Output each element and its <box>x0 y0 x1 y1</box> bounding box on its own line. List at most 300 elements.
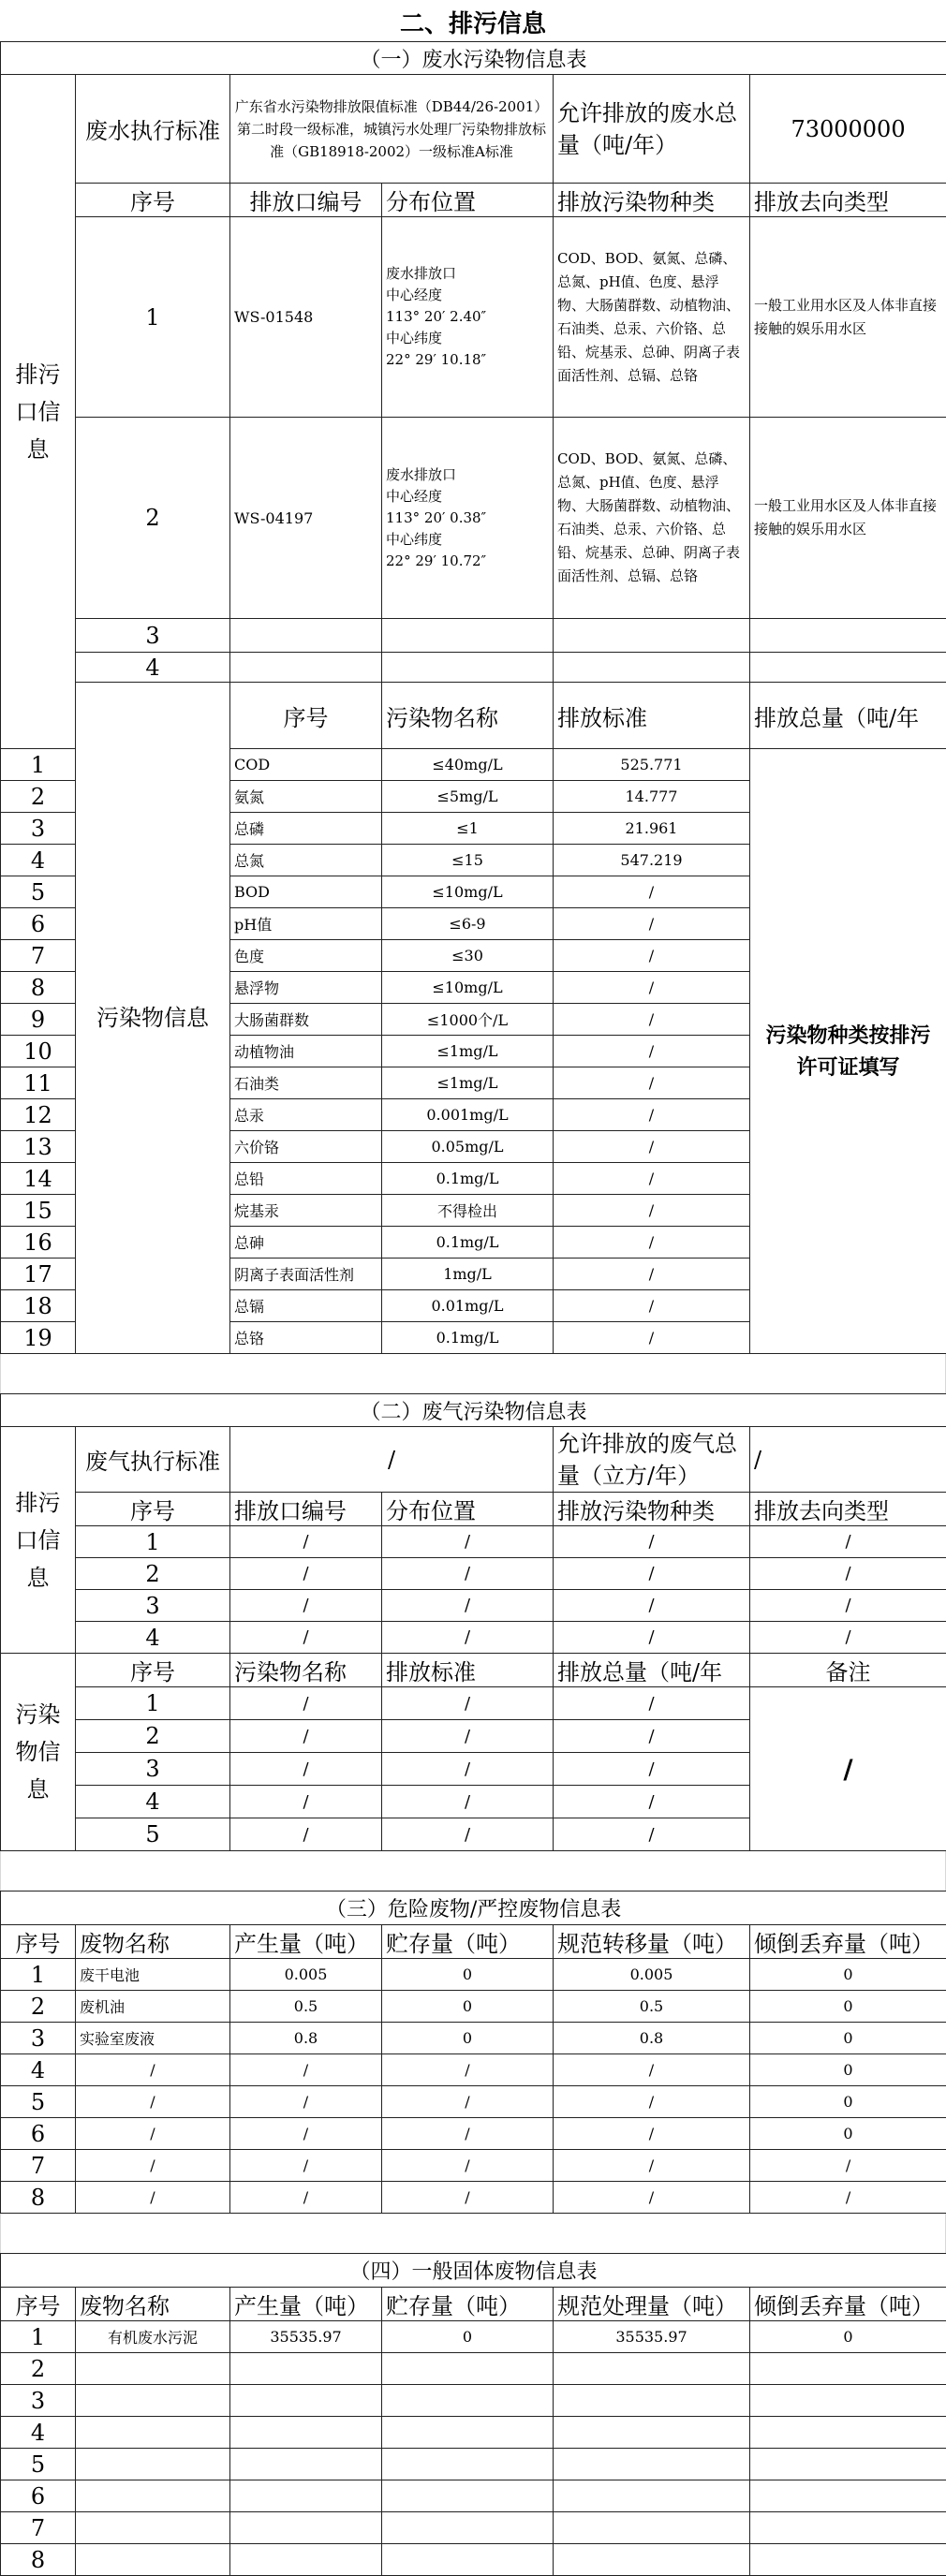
slash-cell: / <box>554 1786 750 1818</box>
pollutant-total: 547.219 <box>554 845 750 876</box>
col-header: 排放总量（吨/年 <box>750 683 946 749</box>
waste-stored: 0 <box>382 2023 554 2054</box>
slash-cell: / <box>554 1753 750 1786</box>
slash-cell: / <box>230 1818 382 1851</box>
pollutant-name: 动植物油 <box>230 1036 382 1067</box>
waste-no: 4 <box>1 2417 76 2449</box>
pollutant-name: 总磷 <box>230 813 382 845</box>
pollutant-no: 12 <box>1 1099 76 1131</box>
solid-title: （四）一般固体废物信息表 <box>1 2254 946 2288</box>
waste-stored: 0 <box>382 1959 554 1991</box>
pollutant-total: / <box>554 1131 750 1163</box>
waste-gas-allowed-value: / <box>750 1427 946 1493</box>
waste-stored <box>382 2512 554 2544</box>
waste-dumped: 0 <box>750 2023 946 2054</box>
pollutant-standard: ≤30 <box>382 940 554 972</box>
waste-stored <box>382 2353 554 2385</box>
outlet-location <box>382 653 554 683</box>
waste-stored: / <box>382 2054 554 2086</box>
slash-cell: / <box>230 1786 382 1818</box>
waste-no: 2 <box>1 1991 76 2023</box>
waste-no: 7 <box>1 2512 76 2544</box>
hazardous-title: （三）危险废物/严控废物信息表 <box>1 1892 946 1925</box>
outlet-destination <box>750 653 946 683</box>
waste-produced: / <box>230 2086 382 2118</box>
table-row <box>1 1558 946 1590</box>
table-row <box>1 2353 946 2385</box>
waste-gas-table <box>0 1393 946 1851</box>
pollutant-total: 21.961 <box>554 813 750 845</box>
spacer <box>0 2214 946 2253</box>
table-row <box>1 2086 946 2118</box>
pollutant-no: 16 <box>1 1227 76 1259</box>
waste-produced <box>230 2417 382 2449</box>
slash-cell: / <box>382 1753 554 1786</box>
pollutant-name: 烷基汞 <box>230 1195 382 1227</box>
pollutant-standard: 0.001mg/L <box>382 1099 554 1131</box>
pollutant-standard: ≤1mg/L <box>382 1067 554 1099</box>
pollutant-total: / <box>554 1322 750 1354</box>
slash-cell: / <box>554 1720 750 1753</box>
waste-name <box>76 2544 230 2576</box>
pollutant-total: / <box>554 1259 750 1290</box>
waste-stored <box>382 2480 554 2512</box>
pollutant-total: / <box>554 940 750 972</box>
table-row <box>1 1959 946 1991</box>
waste-name: / <box>76 2054 230 2086</box>
waste-name: / <box>76 2118 230 2150</box>
col-header: 分布位置 <box>382 184 554 217</box>
col-header: 序号 <box>230 683 382 749</box>
table-row <box>1 2544 946 2576</box>
outlet-destination: 一般工业用水区及人体非直接接触的娱乐用水区 <box>750 217 946 418</box>
table-row <box>1 1991 946 2023</box>
col-header: 序号 <box>76 184 230 217</box>
wastewater-pollutant-header-row <box>1 683 946 749</box>
waste-no: 3 <box>1 2023 76 2054</box>
waste-no: 6 <box>1 2118 76 2150</box>
pollutant-total: / <box>554 876 750 908</box>
waste-produced: 0.005 <box>230 1959 382 1991</box>
waste-no: 1 <box>1 2321 76 2353</box>
waste-stored: / <box>382 2118 554 2150</box>
col-header: 倾倒丢弃量（吨） <box>750 1925 946 1959</box>
pollutant-no: 14 <box>1 1163 76 1195</box>
outlet-no: 2 <box>76 418 230 619</box>
col-header: 贮存量（吨） <box>382 2288 554 2321</box>
pollutant-total: / <box>554 1290 750 1322</box>
waste-name: / <box>76 2086 230 2118</box>
outlet-destination: 一般工业用水区及人体非直接接触的娱乐用水区 <box>750 418 946 619</box>
waste-stored <box>382 2449 554 2480</box>
table-row <box>1 2449 946 2480</box>
pollutant-no: 5 <box>1 876 76 908</box>
waste-dumped: 0 <box>750 2086 946 2118</box>
wastewater-table <box>0 41 946 1354</box>
slash-cell: / <box>554 1622 750 1654</box>
col-header: 分布位置 <box>382 1493 554 1526</box>
waste-name: / <box>76 2182 230 2214</box>
outlet-no: 1 <box>76 1526 230 1558</box>
slash-cell: / <box>382 1720 554 1753</box>
slash-cell: / <box>750 1622 946 1654</box>
waste-produced: / <box>230 2150 382 2182</box>
waste-name <box>76 2480 230 2512</box>
pollutant-name: 阴离子表面活性剂 <box>230 1259 382 1290</box>
waste-stored <box>382 2417 554 2449</box>
waste-produced <box>230 2480 382 2512</box>
wastewater-title: （一）废水污染物信息表 <box>1 42 946 75</box>
pollutant-no: 13 <box>1 1131 76 1163</box>
outlet-code: WS-04197 <box>230 418 382 619</box>
waste-dumped: 0 <box>750 1991 946 2023</box>
waste-no: 5 <box>1 2086 76 2118</box>
waste-stored <box>382 2385 554 2417</box>
wastewater-pollutant-group-label: 污染物信息 <box>76 683 230 1354</box>
waste-name <box>76 2417 230 2449</box>
col-header: 序号 <box>1 2288 76 2321</box>
waste-produced <box>230 2353 382 2385</box>
wastewater-remark: 污染物种类按排污许可证填写 <box>750 749 946 1354</box>
outlet-location: 废水排放口 中心经度 113° 20′ 2.40″ 中心纬度 22° 29′ 10.18″ <box>382 217 554 418</box>
waste-transferred: 0.8 <box>554 2023 750 2054</box>
pollutant-name: 总氮 <box>230 845 382 876</box>
waste-gas-allowed-label: 允许排放的废气总量（立方/年） <box>554 1427 750 1493</box>
slash-cell: / <box>750 1526 946 1558</box>
col-header: 产生量（吨） <box>230 1925 382 1959</box>
pollutant-no: 2 <box>76 1720 230 1753</box>
outlet-no: 1 <box>76 217 230 418</box>
table-row <box>1 1622 946 1654</box>
slash-cell: / <box>382 1526 554 1558</box>
pollutant-standard: ≤10mg/L <box>382 876 554 908</box>
slash-cell: / <box>230 1753 382 1786</box>
outlet-destination <box>750 619 946 653</box>
waste-transferred: / <box>554 2150 750 2182</box>
pollutant-no: 15 <box>1 1195 76 1227</box>
col-header: 产生量（吨） <box>230 2288 382 2321</box>
pollutant-name: pH值 <box>230 908 382 940</box>
col-header: 序号 <box>76 1654 230 1687</box>
waste-name: 废机油 <box>76 1991 230 2023</box>
outlet-no: 3 <box>76 619 230 653</box>
outlet-location <box>382 619 554 653</box>
slash-cell: / <box>230 1590 382 1622</box>
pollutant-name: 总汞 <box>230 1099 382 1131</box>
pollutant-standard: 0.01mg/L <box>382 1290 554 1322</box>
waste-treated <box>554 2417 750 2449</box>
waste-dumped <box>750 2449 946 2480</box>
pollutant-total: / <box>554 1067 750 1099</box>
outlet-no: 2 <box>76 1558 230 1590</box>
page-title: 二、排污信息 <box>0 0 946 41</box>
slash-cell: / <box>554 1687 750 1720</box>
waste-gas-pollutant-header-row <box>1 1654 946 1687</box>
waste-produced <box>230 2544 382 2576</box>
table-row <box>1 1687 946 1720</box>
outlet-no: 3 <box>76 1590 230 1622</box>
pollutant-name: 色度 <box>230 940 382 972</box>
pollutant-name: 六价铬 <box>230 1131 382 1163</box>
waste-name <box>76 2353 230 2385</box>
waste-name: / <box>76 2150 230 2182</box>
slash-cell: / <box>554 1818 750 1851</box>
waste-produced: 0.8 <box>230 2023 382 2054</box>
waste-transferred: / <box>554 2054 750 2086</box>
waste-treated <box>554 2512 750 2544</box>
waste-name: 有机废水污泥 <box>76 2321 230 2353</box>
pollutant-total: 525.771 <box>554 749 750 781</box>
wastewater-outlet-group-label: 排污口信息 <box>1 75 76 749</box>
waste-dumped <box>750 2417 946 2449</box>
waste-dumped: 0 <box>750 2118 946 2150</box>
pollutant-no: 3 <box>76 1753 230 1786</box>
table-row <box>1 2385 946 2417</box>
col-header: 序号 <box>1 1925 76 1959</box>
col-header: 序号 <box>76 1493 230 1526</box>
pollutant-standard: ≤6-9 <box>382 908 554 940</box>
slash-cell: / <box>230 1622 382 1654</box>
waste-treated <box>554 2449 750 2480</box>
pollutant-standard: ≤5mg/L <box>382 781 554 813</box>
pollutant-name: 悬浮物 <box>230 972 382 1004</box>
pollutant-standard: ≤40mg/L <box>382 749 554 781</box>
slash-cell: / <box>230 1526 382 1558</box>
slash-cell: / <box>382 1786 554 1818</box>
pollutant-no: 4 <box>1 845 76 876</box>
outlet-location: 废水排放口 中心经度 113° 20′ 0.38″ 中心纬度 22° 29′ 10.72″ <box>382 418 554 619</box>
col-header: 规范转移量（吨） <box>554 1925 750 1959</box>
pollutant-standard: 0.1mg/L <box>382 1163 554 1195</box>
waste-produced <box>230 2512 382 2544</box>
col-header: 排放口编号 <box>230 184 382 217</box>
col-header: 污染物名称 <box>382 683 554 749</box>
waste-stored: 0 <box>382 2321 554 2353</box>
col-header: 排放总量（吨/年 <box>554 1654 750 1687</box>
waste-stored <box>382 2544 554 2576</box>
pollutant-total: / <box>554 1099 750 1131</box>
pollutant-standard: 不得检出 <box>382 1195 554 1227</box>
pollutant-name: 总铅 <box>230 1163 382 1195</box>
col-header: 排放去向类型 <box>750 1493 946 1526</box>
col-header: 贮存量（吨） <box>382 1925 554 1959</box>
waste-dumped <box>750 2512 946 2544</box>
waste-no: 6 <box>1 2480 76 2512</box>
slash-cell: / <box>554 1526 750 1558</box>
slash-cell: / <box>230 1687 382 1720</box>
waste-stored: / <box>382 2182 554 2214</box>
waste-produced <box>230 2385 382 2417</box>
waste-no: 4 <box>1 2054 76 2086</box>
pollutant-name: 总镉 <box>230 1290 382 1322</box>
pollutant-standard: ≤10mg/L <box>382 972 554 1004</box>
waste-gas-outlet-group-label: 排污口信息 <box>1 1427 76 1654</box>
pollutant-total: / <box>554 908 750 940</box>
table-row <box>1 2321 946 2353</box>
table-row <box>1 653 946 683</box>
slash-cell: / <box>382 1558 554 1590</box>
col-header: 废物名称 <box>76 1925 230 1959</box>
table-row <box>1 418 946 619</box>
table-row <box>1 2417 946 2449</box>
pollutant-no: 1 <box>1 749 76 781</box>
pollutant-no: 4 <box>76 1786 230 1818</box>
pollutant-no: 18 <box>1 1290 76 1322</box>
pollutant-total: / <box>554 1004 750 1036</box>
waste-name: 废干电池 <box>76 1959 230 1991</box>
waste-gas-title: （二）废气污染物信息表 <box>1 1394 946 1427</box>
outlet-code <box>230 653 382 683</box>
waste-dumped: / <box>750 2182 946 2214</box>
waste-name <box>76 2512 230 2544</box>
outlet-pollutants: COD、BOD、氨氮、总磷、总氮、pH值、色度、悬浮物、大肠菌群数、动植物油、石油类、总汞、六价铬、总铅、烷基汞、总砷、阴离子表面活性剂、总镉、总铬 <box>554 418 750 619</box>
col-header: 规范处理量（吨） <box>554 2288 750 2321</box>
outlet-no: 4 <box>76 653 230 683</box>
pollutant-total: / <box>554 1195 750 1227</box>
pollutant-name: 氨氮 <box>230 781 382 813</box>
waste-dumped: / <box>750 2150 946 2182</box>
col-header: 排放口编号 <box>230 1493 382 1526</box>
table-row <box>1 217 946 418</box>
pollutant-no: 9 <box>1 1004 76 1036</box>
col-header: 排放标准 <box>554 683 750 749</box>
waste-gas-remark: / <box>750 1687 946 1851</box>
waste-no: 1 <box>1 1959 76 1991</box>
waste-treated <box>554 2385 750 2417</box>
col-header: 污染物名称 <box>230 1654 382 1687</box>
pollutant-standard: ≤15 <box>382 845 554 876</box>
waste-transferred: / <box>554 2086 750 2118</box>
pollutant-name: 总砷 <box>230 1227 382 1259</box>
waste-name <box>76 2449 230 2480</box>
outlet-pollutants: COD、BOD、氨氮、总磷、总氮、pH值、色度、悬浮物、大肠菌群数、动植物油、石油类、总汞、六价铬、总铅、烷基汞、总砷、阴离子表面活性剂、总镉、总铬 <box>554 217 750 418</box>
col-header: 排放去向类型 <box>750 184 946 217</box>
pollutant-no: 17 <box>1 1259 76 1290</box>
waste-transferred: 0.5 <box>554 1991 750 2023</box>
pollutant-standard: 0.05mg/L <box>382 1131 554 1163</box>
pollutant-no: 19 <box>1 1322 76 1354</box>
slash-cell: / <box>750 1590 946 1622</box>
table-row <box>1 2182 946 2214</box>
table-row <box>1 2150 946 2182</box>
slash-cell: / <box>554 1590 750 1622</box>
spacer <box>0 1851 946 1891</box>
waste-no: 8 <box>1 2544 76 2576</box>
pollutant-standard: ≤1 <box>382 813 554 845</box>
table-row <box>1 619 946 653</box>
waste-gas-standard-label: 废气执行标准 <box>76 1427 230 1493</box>
wastewater-allowed-label: 允许排放的废水总量（吨/年） <box>554 75 750 184</box>
pollutant-total: / <box>554 1227 750 1259</box>
table-row <box>1 1526 946 1558</box>
waste-stored: / <box>382 2150 554 2182</box>
waste-no: 8 <box>1 2182 76 2214</box>
waste-treated <box>554 2480 750 2512</box>
slash-cell: / <box>382 1622 554 1654</box>
table-row <box>1 1590 946 1622</box>
wastewater-allowed-value: 73000000 <box>750 75 946 184</box>
pollutant-no: 1 <box>76 1687 230 1720</box>
col-header: 倾倒丢弃量（吨） <box>750 2288 946 2321</box>
waste-transferred: / <box>554 2182 750 2214</box>
pollutant-name: BOD <box>230 876 382 908</box>
col-header: 备注 <box>750 1654 946 1687</box>
waste-produced <box>230 2449 382 2480</box>
hazardous-waste-table <box>0 1891 946 2214</box>
pollutant-no: 5 <box>76 1818 230 1851</box>
pollutant-total: / <box>554 1163 750 1195</box>
waste-produced: 35535.97 <box>230 2321 382 2353</box>
slash-cell: / <box>382 1687 554 1720</box>
pollutant-name: 大肠菌群数 <box>230 1004 382 1036</box>
pollutant-standard: 0.1mg/L <box>382 1322 554 1354</box>
waste-treated <box>554 2353 750 2385</box>
wastewater-standard-label: 废水执行标准 <box>76 75 230 184</box>
pollutant-name: 总铬 <box>230 1322 382 1354</box>
waste-treated <box>554 2544 750 2576</box>
waste-transferred: 0.005 <box>554 1959 750 1991</box>
waste-produced: / <box>230 2182 382 2214</box>
waste-stored: 0 <box>382 1991 554 2023</box>
col-header: 排放标准 <box>382 1654 554 1687</box>
slash-cell: / <box>382 1590 554 1622</box>
waste-dumped: 0 <box>750 2321 946 2353</box>
outlet-code <box>230 619 382 653</box>
outlet-no: 4 <box>76 1622 230 1654</box>
slash-cell: / <box>382 1818 554 1851</box>
waste-dumped <box>750 2353 946 2385</box>
waste-no: 5 <box>1 2449 76 2480</box>
waste-transferred: / <box>554 2118 750 2150</box>
waste-no: 7 <box>1 2150 76 2182</box>
pollutant-no: 8 <box>1 972 76 1004</box>
pollutant-no: 2 <box>1 781 76 813</box>
slash-cell: / <box>230 1558 382 1590</box>
table-row <box>1 2023 946 2054</box>
waste-name: 实验室废液 <box>76 2023 230 2054</box>
pollutant-name: COD <box>230 749 382 781</box>
waste-dumped <box>750 2385 946 2417</box>
pollutant-standard: ≤1mg/L <box>382 1036 554 1067</box>
pollutant-no: 7 <box>1 940 76 972</box>
pollutant-total: 14.777 <box>554 781 750 813</box>
waste-no: 2 <box>1 2353 76 2385</box>
table-row <box>1 2054 946 2086</box>
pollutant-total: / <box>554 972 750 1004</box>
pollutant-no: 10 <box>1 1036 76 1067</box>
spacer <box>0 1354 946 1393</box>
pollutant-no: 6 <box>1 908 76 940</box>
waste-dumped: 0 <box>750 1959 946 1991</box>
waste-produced: / <box>230 2054 382 2086</box>
table-row <box>1 2118 946 2150</box>
waste-gas-pollutant-group-label: 污染物信息 <box>1 1654 76 1851</box>
table-row <box>1 2480 946 2512</box>
pollutant-standard: 1mg/L <box>382 1259 554 1290</box>
pollutant-no: 11 <box>1 1067 76 1099</box>
waste-name <box>76 2385 230 2417</box>
waste-produced: 0.5 <box>230 1991 382 2023</box>
slash-cell: / <box>554 1558 750 1590</box>
solid-waste-table <box>0 2253 946 2576</box>
waste-no: 3 <box>1 2385 76 2417</box>
wastewater-outlet-header-row <box>1 184 946 217</box>
pollutant-standard: ≤1000个/L <box>382 1004 554 1036</box>
waste-treated: 35535.97 <box>554 2321 750 2353</box>
col-header: 排放污染物种类 <box>554 184 750 217</box>
slash-cell: / <box>230 1720 382 1753</box>
col-header: 排放污染物种类 <box>554 1493 750 1526</box>
